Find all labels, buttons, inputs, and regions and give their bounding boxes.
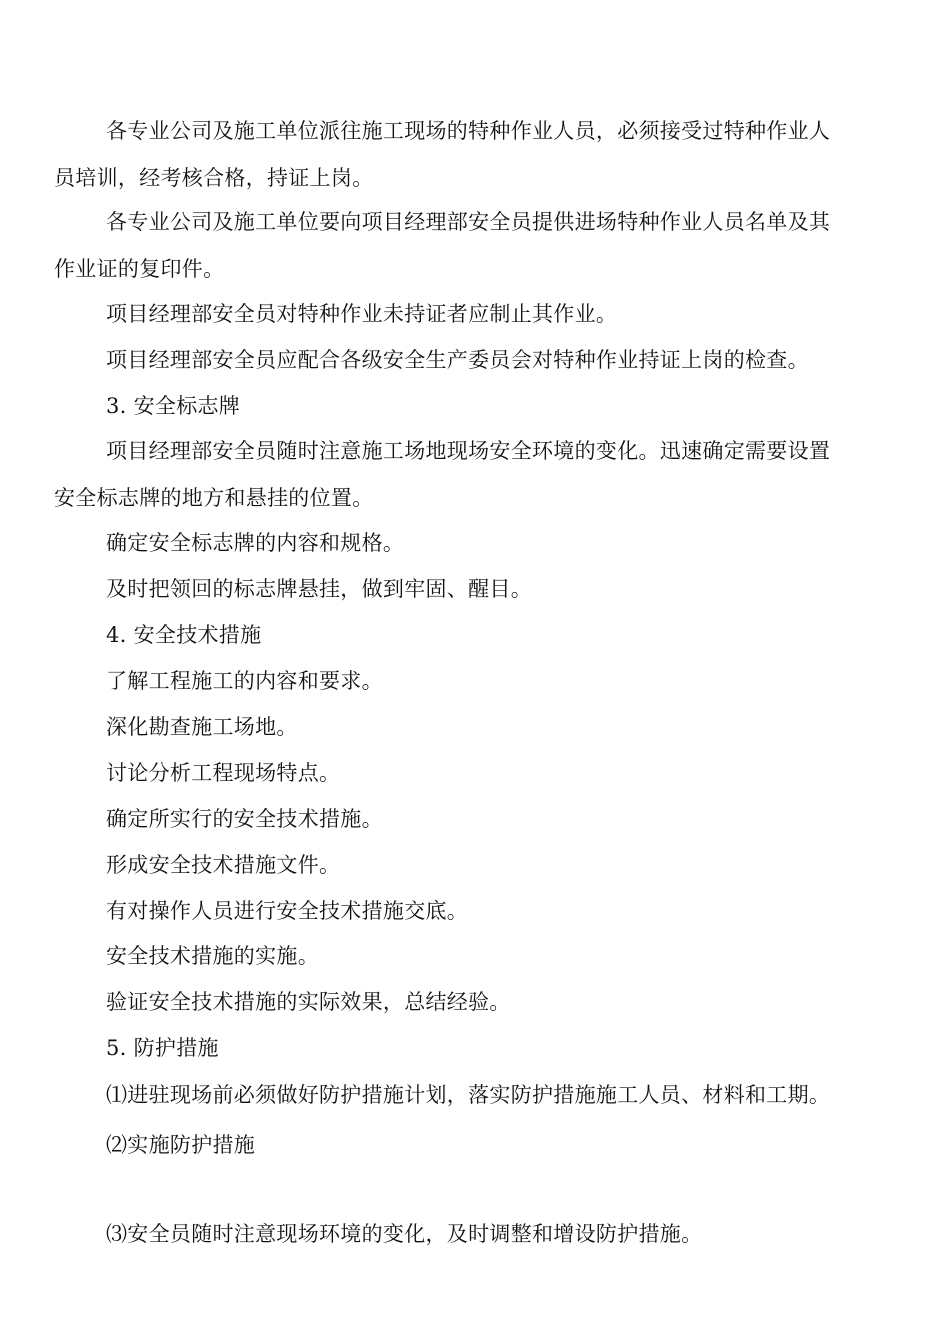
paragraph-stop-unlicensed: 项目经理部安全员对特种作业未持证者应制止其作业。 [106,302,618,326]
list-item-adjust-protection: ⑶安全员随时注意现场环境的变化，及时调整和增设防护措施。 [106,1222,703,1246]
paragraph-sign-placement: 项目经理部安全员随时注意施工场地现场安全环境的变化。迅速确定需要设置 [106,439,831,463]
list-item-survey-site: 深化勘查施工场地。 [106,715,298,739]
list-item-form-document: 形成安全技术措施文件。 [106,853,341,877]
paragraph-personnel-list-cont: 作业证的复印件。 [54,257,225,281]
paragraph-special-personnel-training-cont: 员培训，经考核合格，持证上岗。 [54,166,374,190]
list-item-determine-measures: 确定所实行的安全技术措施。 [106,807,383,831]
section-heading-safety-signs: 3. 安全标志牌 [106,394,241,418]
paragraph-sign-hanging: 及时把领回的标志牌悬挂，做到牢固、醒目。 [106,577,532,601]
paragraph-special-personnel-training: 各专业公司及施工单位派往施工现场的特种作业人员，必须接受过特种作业人 [106,119,831,143]
paragraph-cooperate-inspection: 项目经理部安全员应配合各级安全生产委员会对特种作业持证上岗的检查。 [106,348,809,372]
list-item-briefing: 有对操作人员进行安全技术措施交底。 [106,899,469,923]
section-heading-protective-measures: 5. 防护措施 [106,1036,219,1060]
list-item-protection-plan: ⑴进驻现场前必须做好防护措施计划，落实防护措施施工人员、材料和工期。 [106,1083,831,1107]
paragraph-personnel-list: 各专业公司及施工单位要向项目经理部安全员提供进场特种作业人员名单及其 [106,210,831,234]
list-item-verify-effect: 验证安全技术措施的实际效果，总结经验。 [106,990,511,1014]
list-item-implement-protection: ⑵实施防护措施 [106,1133,256,1157]
list-item-understand-content: 了解工程施工的内容和要求。 [106,669,383,693]
section-heading-technical-measures: 4. 安全技术措施 [106,623,262,647]
list-item-analyze-features: 讨论分析工程现场特点。 [106,761,341,785]
paragraph-sign-content: 确定安全标志牌的内容和规格。 [106,531,405,555]
list-item-implementation: 安全技术措施的实施。 [106,944,319,968]
paragraph-sign-placement-cont: 安全标志牌的地方和悬挂的位置。 [54,486,374,510]
